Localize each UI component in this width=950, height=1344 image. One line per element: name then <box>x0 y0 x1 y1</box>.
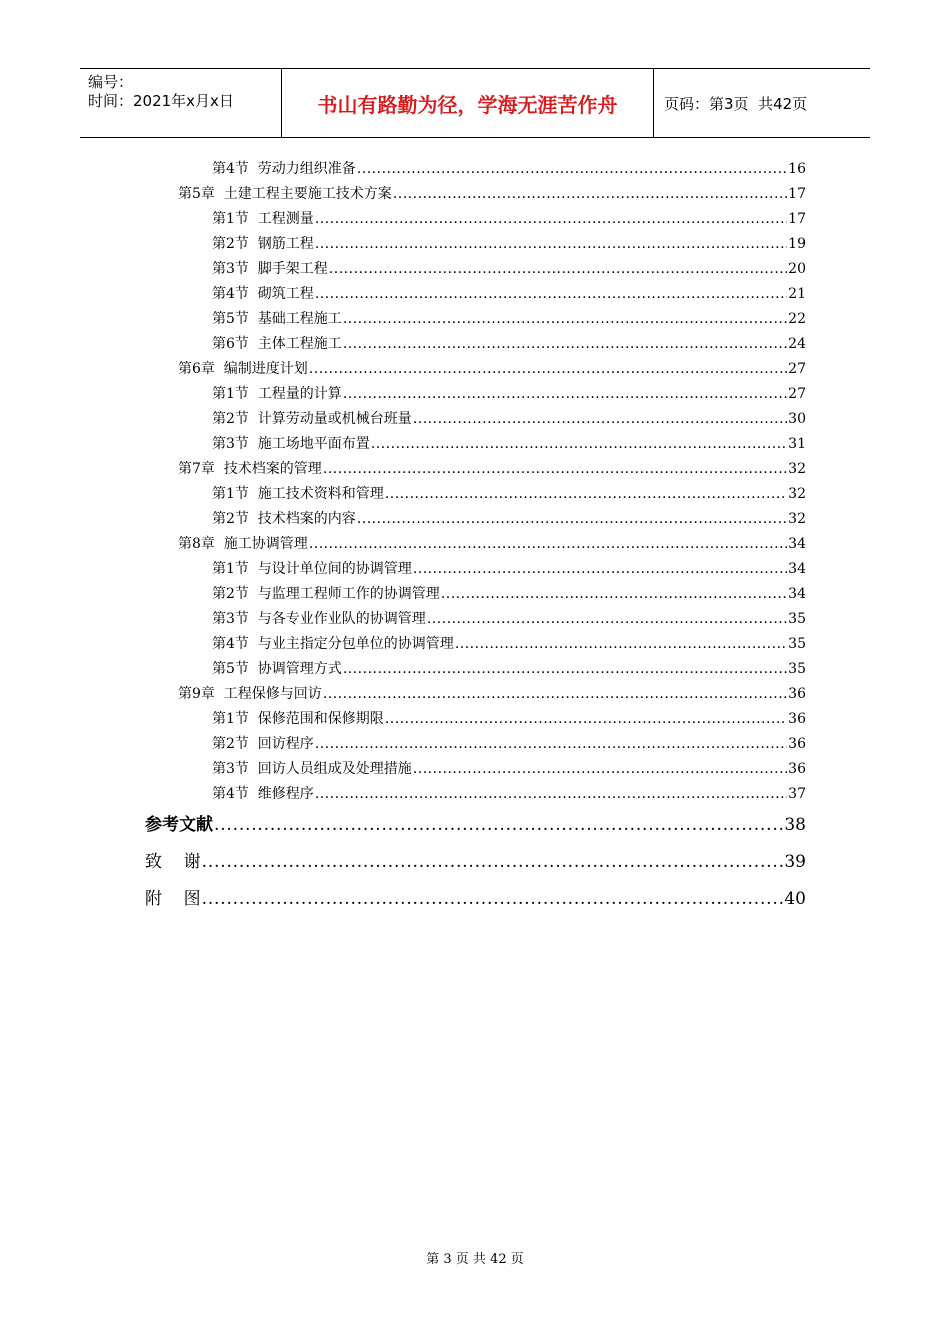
toc-entry[interactable] <box>178 183 806 208</box>
toc-entry-label: 第5章 土建工程主要施工技术方案 <box>178 186 392 202</box>
toc-entry-page: 22 <box>788 311 806 327</box>
toc-entry-page: 32 <box>788 461 806 477</box>
toc-leader-dots <box>413 411 787 427</box>
toc-entry-page: 35 <box>788 636 806 652</box>
toc-leader-dots <box>315 211 787 227</box>
toc-entry-page: 40 <box>784 889 806 909</box>
toc-entry[interactable] <box>212 383 806 408</box>
toc-entry-label: 第3节 施工场地平面布置 <box>212 436 370 452</box>
toc-entry[interactable] <box>212 633 806 658</box>
toc-leader-dots <box>315 286 787 302</box>
toc-entry-page: 16 <box>788 161 806 177</box>
toc-leader-dots <box>315 236 787 252</box>
toc-leader-dots <box>202 852 784 872</box>
toc-entry-label: 第2节 回访程序 <box>212 736 314 752</box>
toc-leader-dots <box>343 661 787 677</box>
toc-entry[interactable] <box>212 483 806 508</box>
toc-leader-dots <box>427 611 787 627</box>
page-footer: 第 3 页 共 42 页 <box>426 1252 524 1267</box>
toc-entry-page: 34 <box>788 536 806 552</box>
toc-entry-page: 35 <box>788 661 806 677</box>
toc-entry-page: 32 <box>788 511 806 527</box>
toc-leader-dots <box>309 361 787 377</box>
toc-entry[interactable] <box>145 847 806 883</box>
toc-entry-page: 35 <box>788 611 806 627</box>
toc-entry[interactable] <box>212 558 806 583</box>
toc-entry[interactable] <box>212 608 806 633</box>
toc-entry-page: 17 <box>788 186 806 202</box>
toc-leader-dots <box>413 761 787 777</box>
toc-leader-dots <box>393 186 787 202</box>
toc-entry[interactable] <box>212 658 806 683</box>
toc-entry-page: 30 <box>788 411 806 427</box>
toc-leader-dots <box>214 815 783 835</box>
toc-entry-page: 32 <box>788 486 806 502</box>
toc-entry-label: 参考文献 <box>145 815 213 835</box>
toc-entry[interactable] <box>212 308 806 333</box>
toc-entry[interactable] <box>212 758 806 783</box>
toc-entry-page: 17 <box>788 211 806 227</box>
toc-entry-page: 39 <box>784 852 806 872</box>
toc-entry-page: 27 <box>788 361 806 377</box>
toc-entry-label: 第3节 回访人员组成及处理措施 <box>212 761 412 777</box>
toc-entry-label: 第2节 钢筋工程 <box>212 236 314 252</box>
toc-entry-page: 38 <box>784 815 806 835</box>
toc-entry-label: 第4节 劳动力组织准备 <box>212 161 356 177</box>
toc-entry-page: 24 <box>788 336 806 352</box>
toc-entry-page: 36 <box>788 711 806 727</box>
toc-entry-label: 第4节 与业主指定分包单位的协调管理 <box>212 636 454 652</box>
time-label: 时间：2021年x月x日 <box>88 92 234 110</box>
toc-entry-label: 第1节 工程测量 <box>212 211 314 227</box>
toc-entry[interactable] <box>212 208 806 233</box>
toc-entry[interactable] <box>212 158 806 183</box>
toc-entry[interactable] <box>212 583 806 608</box>
toc-leader-dots <box>329 261 787 277</box>
toc-entry-page: 31 <box>788 436 806 452</box>
toc-entry-label: 第2节 与监理工程师工作的协调管理 <box>212 586 440 602</box>
toc-entry-label: 第4节 维修程序 <box>212 786 314 802</box>
header-page-info <box>654 69 870 137</box>
toc-leader-dots <box>385 711 787 727</box>
toc-entry[interactable] <box>212 233 806 258</box>
toc-leader-dots <box>455 636 787 652</box>
toc-entry-label: 第2节 技术档案的内容 <box>212 511 356 527</box>
toc-entry[interactable] <box>212 433 806 458</box>
number-label: 编号： <box>88 73 134 91</box>
toc-leader-dots <box>343 311 787 327</box>
toc-entry-label: 第3节 脚手架工程 <box>212 261 328 277</box>
toc-leader-dots <box>371 436 787 452</box>
header-meta <box>80 69 282 137</box>
toc-leader-dots <box>315 736 787 752</box>
toc-leader-dots <box>323 461 787 477</box>
toc-entry[interactable] <box>212 258 806 283</box>
toc-leader-dots <box>385 486 787 502</box>
toc-entry-label: 第8章 施工协调管理 <box>178 536 308 552</box>
toc-entry-label: 第3节 与各专业作业队的协调管理 <box>212 611 426 627</box>
toc-entry[interactable] <box>212 408 806 433</box>
page-info-text: 页码：第3页 共42页 <box>664 94 808 113</box>
toc-entry-label: 第1节 保修范围和保修期限 <box>212 711 384 727</box>
toc-entry-label: 致 谢 <box>145 852 201 872</box>
toc-leader-dots <box>202 889 784 909</box>
toc-entry-page: 34 <box>788 561 806 577</box>
toc-entry-label: 第1节 施工技术资料和管理 <box>212 486 384 502</box>
toc-entry-label: 第6章 编制进度计划 <box>178 361 308 377</box>
toc-entry-page: 20 <box>788 261 806 277</box>
header-motto: 书山有路勤为径，学海无涯苦作舟 <box>282 69 654 137</box>
toc-entry[interactable] <box>178 533 806 558</box>
toc-leader-dots <box>343 386 787 402</box>
toc-entry-page: 19 <box>788 236 806 252</box>
toc-leader-dots <box>357 161 787 177</box>
toc-entry[interactable] <box>212 283 806 308</box>
page-header <box>80 68 870 138</box>
toc-entry[interactable] <box>212 733 806 758</box>
toc-leader-dots <box>441 586 787 602</box>
toc-entry-page: 34 <box>788 586 806 602</box>
toc-entry-page: 36 <box>788 761 806 777</box>
toc-entry-page: 36 <box>788 736 806 752</box>
toc-entry-label: 第6节 主体工程施工 <box>212 336 342 352</box>
toc-entry-page: 36 <box>788 686 806 702</box>
toc-entry-label: 第4节 砌筑工程 <box>212 286 314 302</box>
toc-leader-dots <box>343 336 787 352</box>
toc-entry[interactable] <box>178 358 806 383</box>
toc-entry[interactable] <box>145 810 806 846</box>
toc-entry-label: 第5节 协调管理方式 <box>212 661 342 677</box>
toc-entry-label: 第9章 工程保修与回访 <box>178 686 322 702</box>
toc-entry[interactable] <box>178 683 806 708</box>
toc-entry[interactable] <box>212 708 806 733</box>
toc-leader-dots <box>357 511 787 527</box>
toc-leader-dots <box>413 561 787 577</box>
toc-entry-label: 附 图 <box>145 889 201 909</box>
toc-entry[interactable] <box>212 783 806 808</box>
toc-entry[interactable] <box>212 333 806 358</box>
toc-leader-dots <box>309 536 787 552</box>
toc-entry-label: 第2节 计算劳动量或机械台班量 <box>212 411 412 427</box>
toc-entry[interactable] <box>178 458 806 483</box>
toc-leader-dots <box>323 686 787 702</box>
toc-entry[interactable] <box>145 884 806 920</box>
toc-entry-label: 第5节 基础工程施工 <box>212 311 342 327</box>
toc-entry-label: 第1节 与设计单位间的协调管理 <box>212 561 412 577</box>
toc-entry-page: 27 <box>788 386 806 402</box>
toc-entry-page: 21 <box>788 286 806 302</box>
toc-entry-label: 第1节 工程量的计算 <box>212 386 342 402</box>
toc-leader-dots <box>315 786 787 802</box>
toc-entry-page: 37 <box>788 786 806 802</box>
toc-entry[interactable] <box>212 508 806 533</box>
toc-entry-label: 第7章 技术档案的管理 <box>178 461 322 477</box>
